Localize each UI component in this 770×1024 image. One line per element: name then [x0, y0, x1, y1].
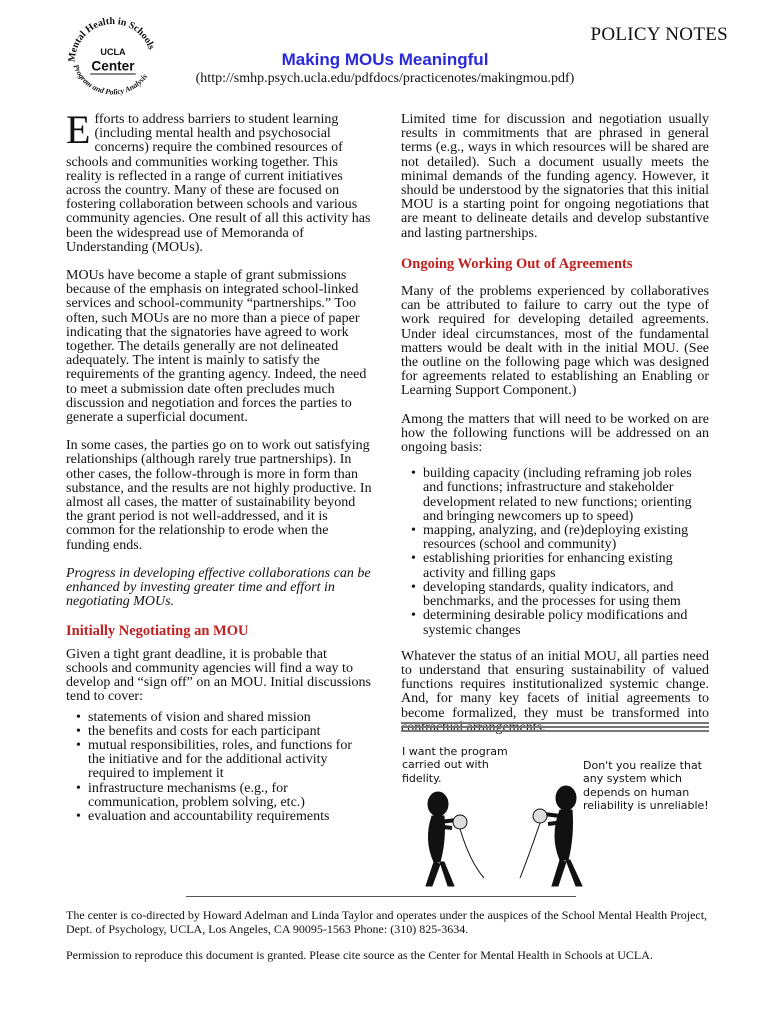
list-item: • statements of vision and shared mission [66, 711, 372, 725]
list-item: • mapping, analyzing, and (re)deploying existing resources (school and community) [401, 524, 709, 552]
logo-ucla: UCLA [100, 46, 126, 57]
intro-text: fforts to address barriers to student learning (including mental health and psychosocial concerns) require the combined resources of schools and communities working together. This reality is reflected in a range of current initiatives across the country. Many of these are focused on fostering collaboration between schools and various community agencies. One result of all this activity has been the widespread use of Memoranda of Understanding (MOUs). [66, 112, 371, 255]
list-item: • developing standards, quality indicators, and benchmarks, and the processes for using them [401, 581, 709, 609]
right-paragraph-1: Limited time for discussion and negotiation usually results in commitments that are phrased in general terms (e.g., ways in which resources will be shared are not detailed). Such a document usually meets the minimal demands of the funding agency. However, it should be understood by the signatories that this initial MOU is a starting point for ongoing negotiations that are meant to delineate details and develop substantive and lasting partnerships. [401, 112, 709, 241]
right-paragraph-3: Among the matters that will need to be worked on are how the following functions will be addressed on an ongoing basis: [401, 411, 709, 456]
logo-arc-text: Mental Health in Schools [66, 15, 157, 63]
heading-ongoing-working: Ongoing Working Out of Agreements [401, 255, 633, 272]
document-title: Making MOUs Meaningful [281, 50, 489, 69]
logo-center: Center [91, 58, 135, 74]
cartoon-left-speech: I want the program carried out with fidelity. [402, 745, 508, 785]
list-item: • evaluation and accountability requirements [66, 810, 372, 824]
list-item: • building capacity (including reframing job roles and functions; infrastructure and stakeholder development related to new functions; orienting and bringing newcomers up to speed) [401, 467, 709, 524]
list-item: • determining desirable policy modifications and systemic changes [401, 609, 709, 637]
divider-rule [401, 726, 709, 728]
left-paragraph-italic: Progress in developing effective collaborations can be enhanced by investing greater time and effort in negotiating MOUs. [66, 565, 371, 610]
policy-notes-label: POLICY NOTES [590, 24, 728, 45]
divider-rule [401, 730, 709, 732]
logo-lower-text: Program and Policy Analysis [71, 63, 150, 97]
footer-rule [186, 896, 576, 897]
left-paragraph-2: MOUs have become a staple of grant submissions because of the emphasis on integrated school-linked services and school-community “partnerships.” Too often, such MOUs are no more than a piece of paper indicating that the signatories have agreed to work together. The details generally are not delineated adequately. The intent is mainly to satisfy the requirements of the granting agency. Indeed, the need to meet a submission date often precludes much discussion and negotiation and forces the parties to generate a superficial document. [66, 268, 367, 426]
intro-paragraph [66, 107, 372, 255]
cartoon-right-speech: Don't you realize that any system which depends on human reliability is unreliable! [583, 759, 709, 813]
right-paragraph-4: Whatever the status of an initial MOU, all parties need to understand that ensuring sustainability of valued functions requires institutionalized systemic change. And, for many key facets of initial agreements to become formalized, they must be transformed into [401, 648, 709, 721]
list-item: • infrastructure mechanisms (e.g., for communication, problem solving, etc.) [66, 782, 372, 810]
right-figure-icon [520, 786, 582, 886]
document-url: (http://smhp.psych.ucla.edu/pdfdocs/practicenotes/makingmou.pdf) [195, 71, 575, 86]
left-figure-icon [426, 792, 484, 886]
left-column [66, 107, 372, 824]
list-item: • mutual responsibilities, roles, and functions for the initiative and for the additional activity required to implement it [66, 739, 372, 782]
footer-permission: Permission to reproduce this document is granted. Please cite source as the Center for Mental Health in Schools at UCLA. [66, 948, 653, 962]
list-item: • the benefits and costs for each participant [66, 725, 372, 739]
cartoon-figures-illustration [410, 782, 610, 892]
heading-initially-negotiating: Initially Negotiating an MOU [66, 622, 249, 639]
right-column [401, 113, 709, 735]
ongoing-functions-list [401, 467, 709, 637]
footer-credit: The center is co-directed by Howard Adelman and Linda Taylor and operates under the auspices of the School Mental Health Project, Dept. of Psychology, UCLA, Los Angeles, CA 90095-1563 Phone: (310) 825-3634. [66, 908, 708, 936]
right-paragraph-2: Many of the problems experienced by collaboratives can be attributed to failure to carry out the type of work required for developing detailed agreements. Under ideal circumstances, most of the fundamental matters would be dealt with in the initial MOU. (See the outline on the following page which was designed for agreements related to establishing an Enabling or Learning Support Component.) [401, 284, 709, 399]
initial-discussion-list [66, 711, 372, 825]
left-paragraph-5: Given a tight grant deadline, it is probable that schools and community agencies will find a way to develop and “sign off” on an MOU. Initial discussions tend to cover: [66, 646, 371, 705]
divider-rule [401, 722, 709, 724]
drop-cap: E [66, 107, 91, 152]
left-paragraph-3: In some cases, the parties go on to work out satisfying relationships (although rarely true partnerships). In other cases, the follow-through is more in form than substance, and the results are not highly productive. In almost all cases, the matter of sustainability beyond the grant period is not well-addressed, and it is common for the relationship to erode when the funding ends. [66, 438, 372, 553]
list-item: • establishing priorities for enhancing existing activity and filling gaps [401, 552, 709, 580]
